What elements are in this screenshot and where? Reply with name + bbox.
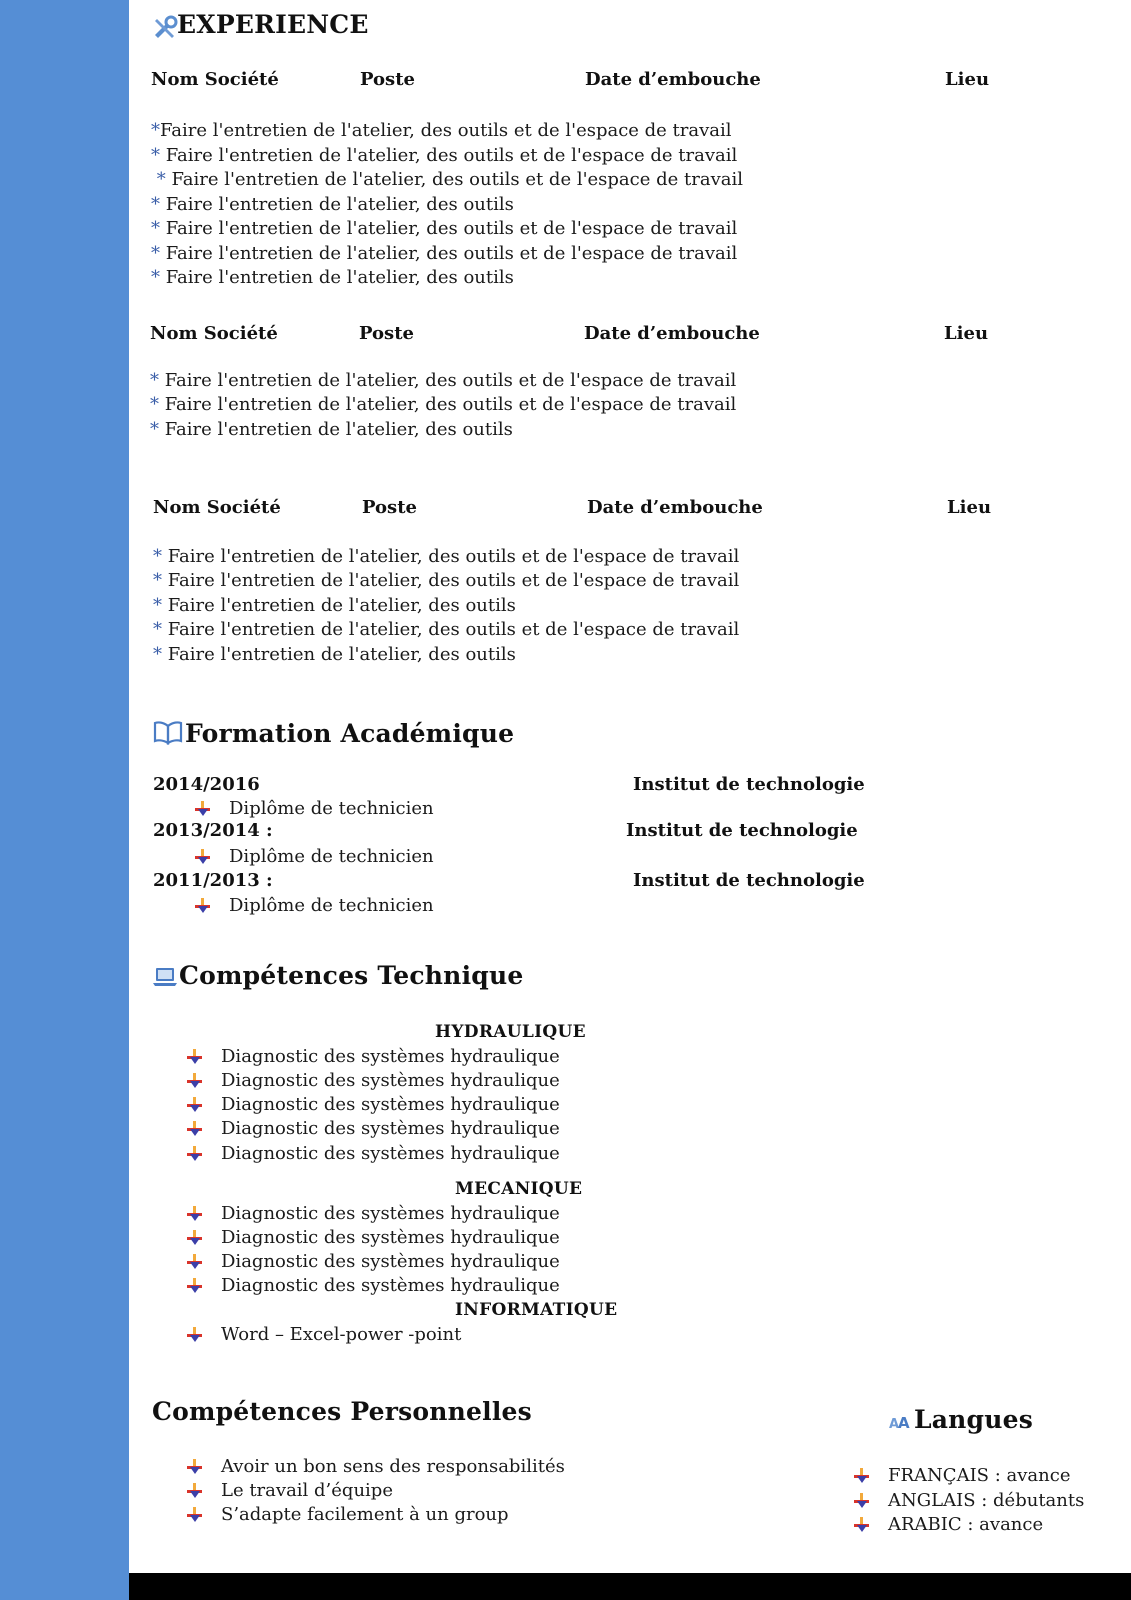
formation-school: Institut de technologie: [626, 820, 858, 841]
task-line: * Faire l'entretien de l'atelier, des outils et de l'espace de travail: [151, 145, 738, 166]
task-line: * Faire l'entretien de l'atelier, des outils et de l'espace de travail: [153, 546, 740, 567]
bullet-arrow-icon: [854, 1517, 870, 1533]
bullet-arrow-icon: [854, 1493, 870, 1509]
header-position: Poste: [360, 69, 415, 90]
list-item: Le travail d’équipe: [187, 1480, 393, 1501]
header-position: Poste: [359, 323, 414, 344]
bullet-arrow-icon: [187, 1278, 203, 1294]
formation-diploma: Diplôme de technicien: [195, 895, 434, 916]
header-position: Poste: [362, 497, 417, 518]
group-title-mecanique: MECANIQUE: [455, 1179, 583, 1199]
bullet-arrow-icon: [187, 1097, 203, 1113]
list-item: Avoir un bon sens des responsabilités: [187, 1456, 565, 1477]
task-line: * Faire l'entretien de l'atelier, des outils: [153, 595, 516, 616]
tools-icon: [152, 15, 178, 41]
list-item: Diagnostic des systèmes hydraulique: [187, 1046, 560, 1067]
task-line: * Faire l'entretien de l'atelier, des outils: [151, 267, 514, 288]
group-title-informatique: INFORMATIQUE: [455, 1300, 618, 1320]
group-title-hydraulique: HYDRAULIQUE: [435, 1022, 586, 1042]
bullet-arrow-icon: [195, 849, 211, 865]
competences-title: Compétences Technique: [179, 961, 524, 990]
task-line: * Faire l'entretien de l'atelier, des outils et de l'espace de travail: [151, 243, 738, 264]
list-item: Diagnostic des systèmes hydraulique: [187, 1118, 560, 1139]
header-date: Date d’embouche: [585, 69, 761, 90]
task-line: * Faire l'entretien de l'atelier, des outils et de l'espace de travail: [153, 570, 740, 591]
task-line: * Faire l'entretien de l'atelier, des outils et de l'espace de travail: [151, 218, 738, 239]
task-line: * Faire l'entretien de l'atelier, des outils et de l'espace de travail: [153, 619, 740, 640]
header-date: Date d’embouche: [584, 323, 760, 344]
list-item: Diagnostic des systèmes hydraulique: [187, 1143, 560, 1164]
bullet-arrow-icon: [187, 1121, 203, 1137]
book-icon: [153, 721, 183, 745]
left-color-band: [0, 0, 129, 1600]
formation-title: Formation Académique: [185, 719, 515, 748]
formation-school: Institut de technologie: [633, 870, 865, 891]
bullet-arrow-icon: [187, 1049, 203, 1065]
laptop-icon: [153, 966, 177, 988]
bullet-arrow-icon: [187, 1327, 203, 1343]
header-company: Nom Société: [151, 69, 279, 90]
svg-text:A: A: [889, 1417, 900, 1431]
list-item: S’adapte facilement à un group: [187, 1504, 509, 1525]
formation-diploma: Diplôme de technicien: [195, 846, 434, 867]
bottom-color-band: [129, 1573, 1131, 1600]
bullet-arrow-icon: [187, 1483, 203, 1499]
bullet-arrow-icon: [187, 1459, 203, 1475]
list-item: Diagnostic des systèmes hydraulique: [187, 1251, 560, 1272]
bullet-arrow-icon: [187, 1254, 203, 1270]
task-line: * Faire l'entretien de l'atelier, des outils: [151, 194, 514, 215]
language-icon: [889, 1413, 913, 1431]
header-date: Date d’embouche: [587, 497, 763, 518]
task-line: * Faire l'entretien de l'atelier, des outils: [153, 644, 516, 665]
list-item: Word – Excel-power -point: [187, 1324, 461, 1345]
formation-diploma: Diplôme de technicien: [195, 798, 434, 819]
list-item: Diagnostic des systèmes hydraulique: [187, 1094, 560, 1115]
header-company: Nom Société: [153, 497, 281, 518]
experience-title: EXPERIENCE: [177, 10, 369, 39]
bullet-arrow-icon: [195, 801, 211, 817]
bullet-arrow-icon: [187, 1146, 203, 1162]
bullet-arrow-icon: [195, 898, 211, 914]
header-place: Lieu: [944, 323, 989, 344]
formation-years: 2011/2013 :: [153, 870, 273, 891]
formation-years: 2013/2014 :: [153, 820, 273, 841]
list-item: Diagnostic des systèmes hydraulique: [187, 1203, 560, 1224]
task-line: * Faire l'entretien de l'atelier, des outils et de l'espace de travail: [156, 169, 743, 190]
list-item: Diagnostic des systèmes hydraulique: [187, 1070, 560, 1091]
header-company: Nom Société: [150, 323, 278, 344]
list-item: Diagnostic des systèmes hydraulique: [187, 1227, 560, 1248]
formation-school: Institut de technologie: [633, 774, 865, 795]
task-line: * Faire l'entretien de l'atelier, des outils: [150, 419, 513, 440]
formation-years: 2014/2016: [153, 774, 260, 795]
language-item: ANGLAIS : débutants: [854, 1490, 1084, 1511]
bullet-arrow-icon: [187, 1507, 203, 1523]
svg-text:A: A: [898, 1414, 910, 1431]
language-item: FRANÇAIS : avance: [854, 1465, 1070, 1486]
task-line: * Faire l'entretien de l'atelier, des outils et de l'espace de travail: [150, 394, 737, 415]
personnelles-title: Compétences Personnelles: [152, 1397, 532, 1426]
bullet-arrow-icon: [854, 1468, 870, 1484]
bullet-arrow-icon: [187, 1206, 203, 1222]
bullet-arrow-icon: [187, 1230, 203, 1246]
bullet-arrow-icon: [187, 1073, 203, 1089]
language-item: ARABIC : avance: [854, 1514, 1043, 1535]
task-line: * Faire l'entretien de l'atelier, des outils et de l'espace de travail: [150, 370, 737, 391]
header-place: Lieu: [947, 497, 992, 518]
header-place: Lieu: [945, 69, 990, 90]
task-line: *Faire l'entretien de l'atelier, des outils et de l'espace de travail: [151, 120, 732, 141]
langues-title: Langues: [914, 1405, 1033, 1434]
list-item: Diagnostic des systèmes hydraulique: [187, 1275, 560, 1296]
